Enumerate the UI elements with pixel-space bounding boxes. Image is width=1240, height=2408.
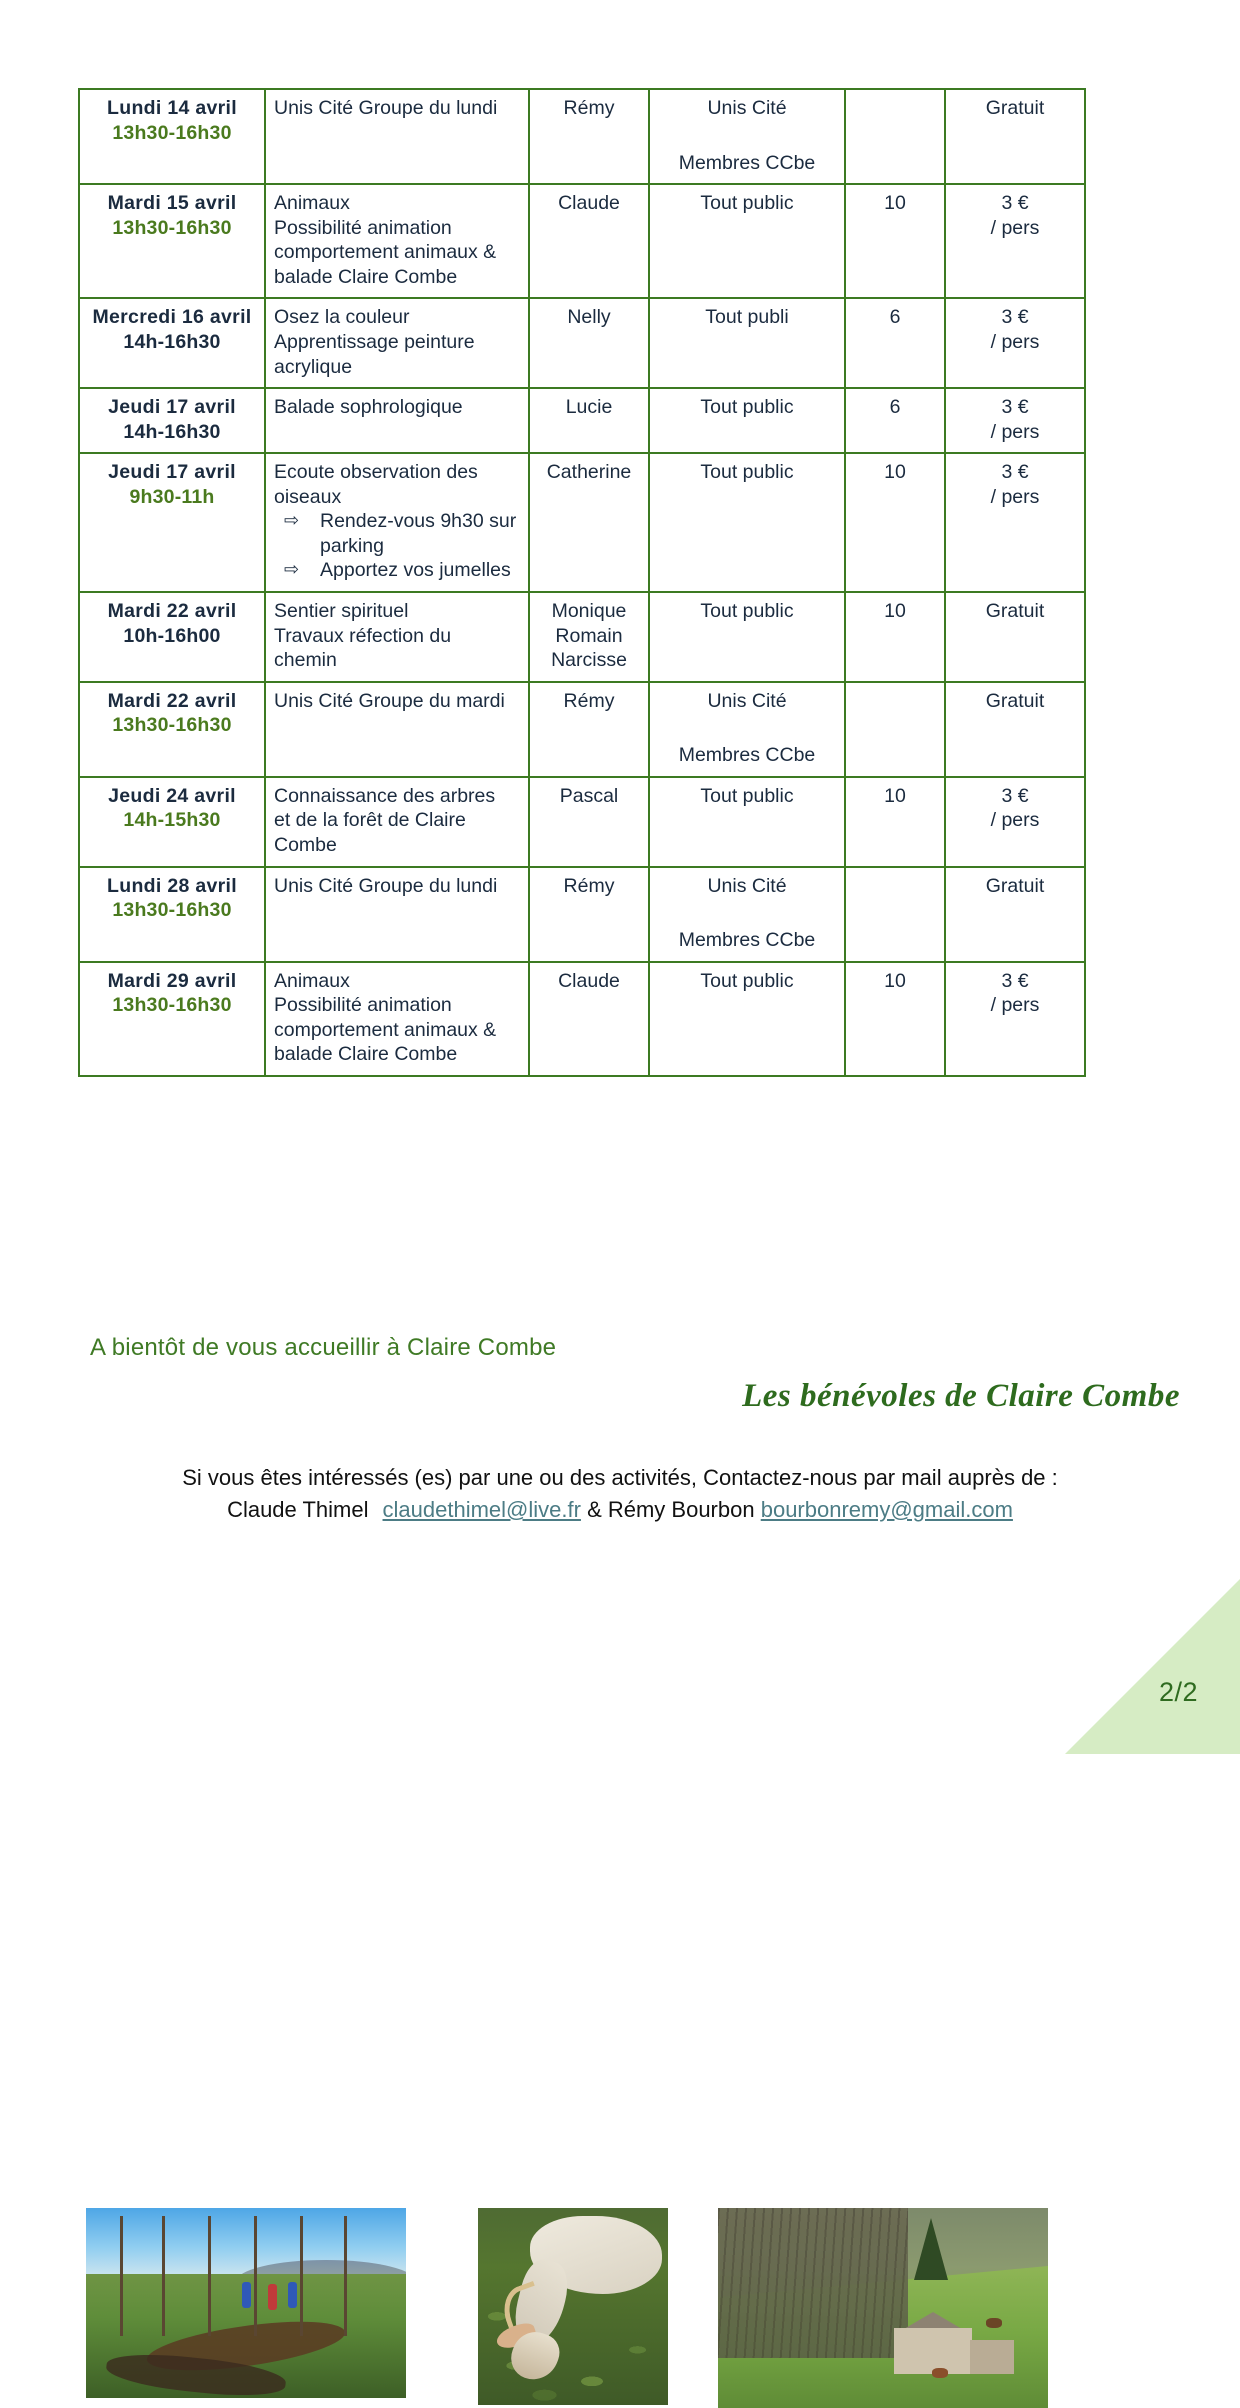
activity-line: Unis Cité Groupe du lundi <box>274 874 498 897</box>
cell-date <box>79 867 265 962</box>
table-row <box>79 682 1085 777</box>
cell-price <box>945 298 1085 388</box>
cell-places <box>845 682 945 777</box>
activity-line: Osez la couleur <box>274 306 410 329</box>
table-row <box>79 298 1085 388</box>
public-primary: Tout public <box>700 396 794 419</box>
email-link-remy[interactable]: bourbonremy@gmail.com <box>760 1496 1013 1522</box>
date-time: 13h30-16h30 <box>112 216 232 239</box>
email-link-claude[interactable]: claudethimel@live.fr <box>382 1496 581 1522</box>
date-time: 13h30-16h30 <box>112 994 232 1017</box>
public-primary: Tout public <box>700 784 794 807</box>
activity-line: Possibilité animation <box>274 994 452 1017</box>
cell-public <box>649 682 845 777</box>
date-time: 9h30-11h <box>129 485 215 508</box>
public-primary: Tout public <box>700 192 794 215</box>
cell-price <box>945 962 1085 1076</box>
cell-public <box>649 298 845 388</box>
cell-places <box>845 592 945 682</box>
activity-line: Unis Cité Groupe du mardi <box>274 689 505 712</box>
cell-public <box>649 867 845 962</box>
photo-bare-woods <box>718 2208 908 2358</box>
photo-tree-trunk <box>208 2216 211 2336</box>
public-primary: Unis Cité <box>707 874 787 897</box>
animator-name: Rémy <box>563 689 615 712</box>
date-day: Mardi 22 avril <box>107 600 237 622</box>
date-day: Lundi 14 avril <box>107 97 237 119</box>
animator-name: Monique <box>551 600 627 622</box>
animator-name: Romain <box>555 624 623 647</box>
contact-intro-line: Si vous êtes intéressés (es) par une ou des activités, Contactez-nous par mail auprès de : <box>182 1465 1058 1490</box>
contact-block <box>0 1462 1240 1526</box>
public-primary: Tout public <box>700 600 794 622</box>
price-unit: / pers <box>990 809 1040 832</box>
price-value: Gratuit <box>985 689 1045 712</box>
activity-line: balade Claire Combe <box>274 265 458 288</box>
contact-name-remy: & Rémy Bourbon <box>587 1496 755 1522</box>
cell-animator <box>529 962 649 1076</box>
activity-line: Possibilité animation <box>274 216 452 239</box>
cell-public <box>649 184 845 298</box>
activity-line: Connaissance des arbres <box>274 784 496 807</box>
animator-name: Rémy <box>563 97 615 119</box>
date-time: 14h-16h30 <box>123 420 221 443</box>
date-day: Mercredi 16 avril <box>92 306 252 329</box>
date-day: Mardi 15 avril <box>107 192 237 215</box>
price-value: Gratuit <box>985 874 1045 897</box>
cell-price <box>945 777 1085 867</box>
places-count: 10 <box>884 192 906 215</box>
price-unit: / pers <box>990 330 1040 353</box>
date-day: Lundi 28 avril <box>107 874 237 897</box>
cell-price <box>945 184 1085 298</box>
corner-decoration <box>1065 1579 1240 1754</box>
price-value: 3 € <box>1001 784 1029 807</box>
photo-tree-trunk <box>162 2216 165 2336</box>
photo-hamlet-hillside <box>718 2208 1048 2408</box>
cell-date <box>79 298 265 388</box>
public-secondary: Membres CCbe <box>678 151 816 174</box>
price-unit: / pers <box>990 485 1040 508</box>
public-primary: Tout publi <box>705 306 789 329</box>
price-unit: / pers <box>990 420 1040 443</box>
photo-grazing-animal <box>986 2318 1002 2328</box>
activity-line: et de la forêt de Claire <box>274 809 466 832</box>
activity-line: Ecoute observation des <box>274 461 478 484</box>
date-day: Mardi 29 avril <box>107 969 237 992</box>
animator-name: Claude <box>558 192 620 215</box>
page-number: 2/2 <box>1158 1677 1198 1707</box>
cell-animator <box>529 867 649 962</box>
cell-price <box>945 592 1085 682</box>
cell-places <box>845 962 945 1076</box>
cell-activity <box>265 682 529 777</box>
cell-places <box>845 453 945 592</box>
table-row <box>79 777 1085 867</box>
cell-date <box>79 453 265 592</box>
price-unit: / pers <box>990 216 1040 239</box>
activity-line: comportement animaux & <box>274 1018 497 1041</box>
places-count: 10 <box>884 600 906 622</box>
activity-line: comportement animaux & <box>274 241 497 264</box>
cell-price <box>945 867 1085 962</box>
activity-line: balade Claire Combe <box>274 1043 458 1066</box>
cell-public <box>649 453 845 592</box>
activity-line: Animaux <box>274 192 350 215</box>
photo-goat-grazing <box>478 2208 668 2405</box>
date-time: 13h30-16h30 <box>112 121 232 144</box>
cell-public <box>649 962 845 1076</box>
cell-public <box>649 89 845 184</box>
cell-activity <box>265 89 529 184</box>
price-value: 3 € <box>1001 461 1029 484</box>
cell-public <box>649 388 845 453</box>
activity-line: oiseaux <box>274 485 342 508</box>
activity-bullet-item <box>284 509 520 558</box>
public-primary: Tout public <box>700 969 794 992</box>
cell-activity <box>265 962 529 1076</box>
cell-price <box>945 388 1085 453</box>
cell-date <box>79 388 265 453</box>
cell-activity <box>265 453 529 592</box>
photo-person <box>288 2282 297 2308</box>
public-secondary: Membres CCbe <box>678 929 816 952</box>
activities-schedule-table <box>78 88 1086 1077</box>
cell-date <box>79 962 265 1076</box>
activity-line: Animaux <box>274 969 350 992</box>
activity-bullet-item <box>284 558 520 583</box>
public-primary: Unis Cité <box>707 97 787 119</box>
price-value: Gratuit <box>985 97 1045 119</box>
cell-places <box>845 89 945 184</box>
date-time: 10h-16h00 <box>123 624 221 647</box>
photo-tree-trunk <box>120 2216 123 2336</box>
cell-activity <box>265 592 529 682</box>
contact-emails-line <box>0 1494 1240 1526</box>
cell-places <box>845 184 945 298</box>
activity-bullet-list <box>274 509 520 583</box>
activity-line: Apprentissage peinture <box>274 330 475 353</box>
activity-line: Sentier spirituel <box>274 600 409 622</box>
photo-shed <box>970 2340 1014 2374</box>
date-day: Mardi 22 avril <box>107 689 237 712</box>
table-row <box>79 453 1085 592</box>
date-day: Jeudi 17 avril <box>108 396 236 419</box>
places-count: 10 <box>884 969 906 992</box>
cell-date <box>79 777 265 867</box>
cell-price <box>945 89 1085 184</box>
photo-person <box>268 2284 277 2310</box>
activity-line: chemin <box>274 649 337 672</box>
cell-date <box>79 184 265 298</box>
price-value: 3 € <box>1001 306 1029 329</box>
activity-line: Combe <box>274 833 337 856</box>
public-primary: Tout public <box>700 461 794 484</box>
photo-tree-trunk <box>300 2216 303 2336</box>
table-row <box>79 184 1085 298</box>
photo-tree-trunk <box>344 2216 347 2336</box>
cell-price <box>945 453 1085 592</box>
animator-name: Lucie <box>565 396 613 419</box>
public-secondary: Membres CCbe <box>678 744 816 767</box>
activity-bullet-text: Apportez vos jumelles <box>320 559 511 582</box>
activity-line: Travaux réfection du <box>274 624 452 647</box>
public-primary: Unis Cité <box>707 689 787 712</box>
animator-name: Nelly <box>567 306 611 329</box>
arrow-bullet-icon: ⇨ <box>284 510 300 531</box>
date-time: 13h30-16h30 <box>112 714 232 737</box>
closing-welcome-text: A bientôt de vous accueillir à Claire Combe <box>90 1334 557 1361</box>
cell-animator <box>529 89 649 184</box>
photo-tree-trunk <box>254 2216 257 2336</box>
photo-strip <box>0 1104 1240 1316</box>
places-count: 10 <box>884 461 906 484</box>
places-count: 6 <box>889 396 901 419</box>
table-row <box>79 592 1085 682</box>
arrow-bullet-icon: ⇨ <box>284 559 300 580</box>
contact-name-claude: Claude Thimel <box>227 1496 369 1522</box>
cell-activity <box>265 388 529 453</box>
animator-name: Rémy <box>563 874 615 897</box>
animator-name: Pascal <box>559 784 619 807</box>
price-value: 3 € <box>1001 969 1029 992</box>
price-value: 3 € <box>1001 396 1029 419</box>
places-count: 6 <box>889 306 901 329</box>
activity-bullet-text: Rendez-vous 9h30 sur parking <box>320 510 517 557</box>
date-time: 14h-16h30 <box>123 330 221 353</box>
photo-grazing-animal <box>932 2368 948 2378</box>
cell-animator <box>529 777 649 867</box>
activity-line: Balade sophrologique <box>274 396 463 419</box>
table-row <box>79 962 1085 1076</box>
cell-activity <box>265 867 529 962</box>
cell-activity <box>265 777 529 867</box>
date-time: 13h30-16h30 <box>112 899 232 922</box>
activity-line: Unis Cité Groupe du lundi <box>274 97 498 119</box>
cell-public <box>649 777 845 867</box>
cell-animator <box>529 453 649 592</box>
photo-person <box>242 2282 251 2308</box>
cell-places <box>845 777 945 867</box>
cell-animator <box>529 592 649 682</box>
cell-activity <box>265 184 529 298</box>
photo-house <box>894 2328 972 2374</box>
cell-date <box>79 682 265 777</box>
animator-name: Catherine <box>546 461 632 484</box>
photo-volunteers-orchard <box>86 2208 406 2398</box>
cell-activity <box>265 298 529 388</box>
cell-date <box>79 592 265 682</box>
signature-text: Les bénévoles de Claire Combe <box>742 1378 1180 1414</box>
cell-animator <box>529 184 649 298</box>
places-count: 10 <box>884 784 906 807</box>
cell-places <box>845 388 945 453</box>
price-value: Gratuit <box>985 600 1045 622</box>
cell-price <box>945 682 1085 777</box>
animator-name: Narcisse <box>551 649 627 672</box>
cell-public <box>649 592 845 682</box>
table-row <box>79 388 1085 453</box>
animator-name: Claude <box>558 969 620 992</box>
cell-animator <box>529 298 649 388</box>
table-row <box>79 89 1085 184</box>
price-value: 3 € <box>1001 192 1029 215</box>
cell-places <box>845 298 945 388</box>
cell-animator <box>529 682 649 777</box>
cell-date <box>79 89 265 184</box>
date-time: 14h-15h30 <box>123 809 221 832</box>
date-day: Jeudi 24 avril <box>108 784 236 807</box>
cell-places <box>845 867 945 962</box>
cell-animator <box>529 388 649 453</box>
table-row <box>79 867 1085 962</box>
date-day: Jeudi 17 avril <box>108 461 236 484</box>
price-unit: / pers <box>990 994 1040 1017</box>
activity-line: acrylique <box>274 355 353 378</box>
